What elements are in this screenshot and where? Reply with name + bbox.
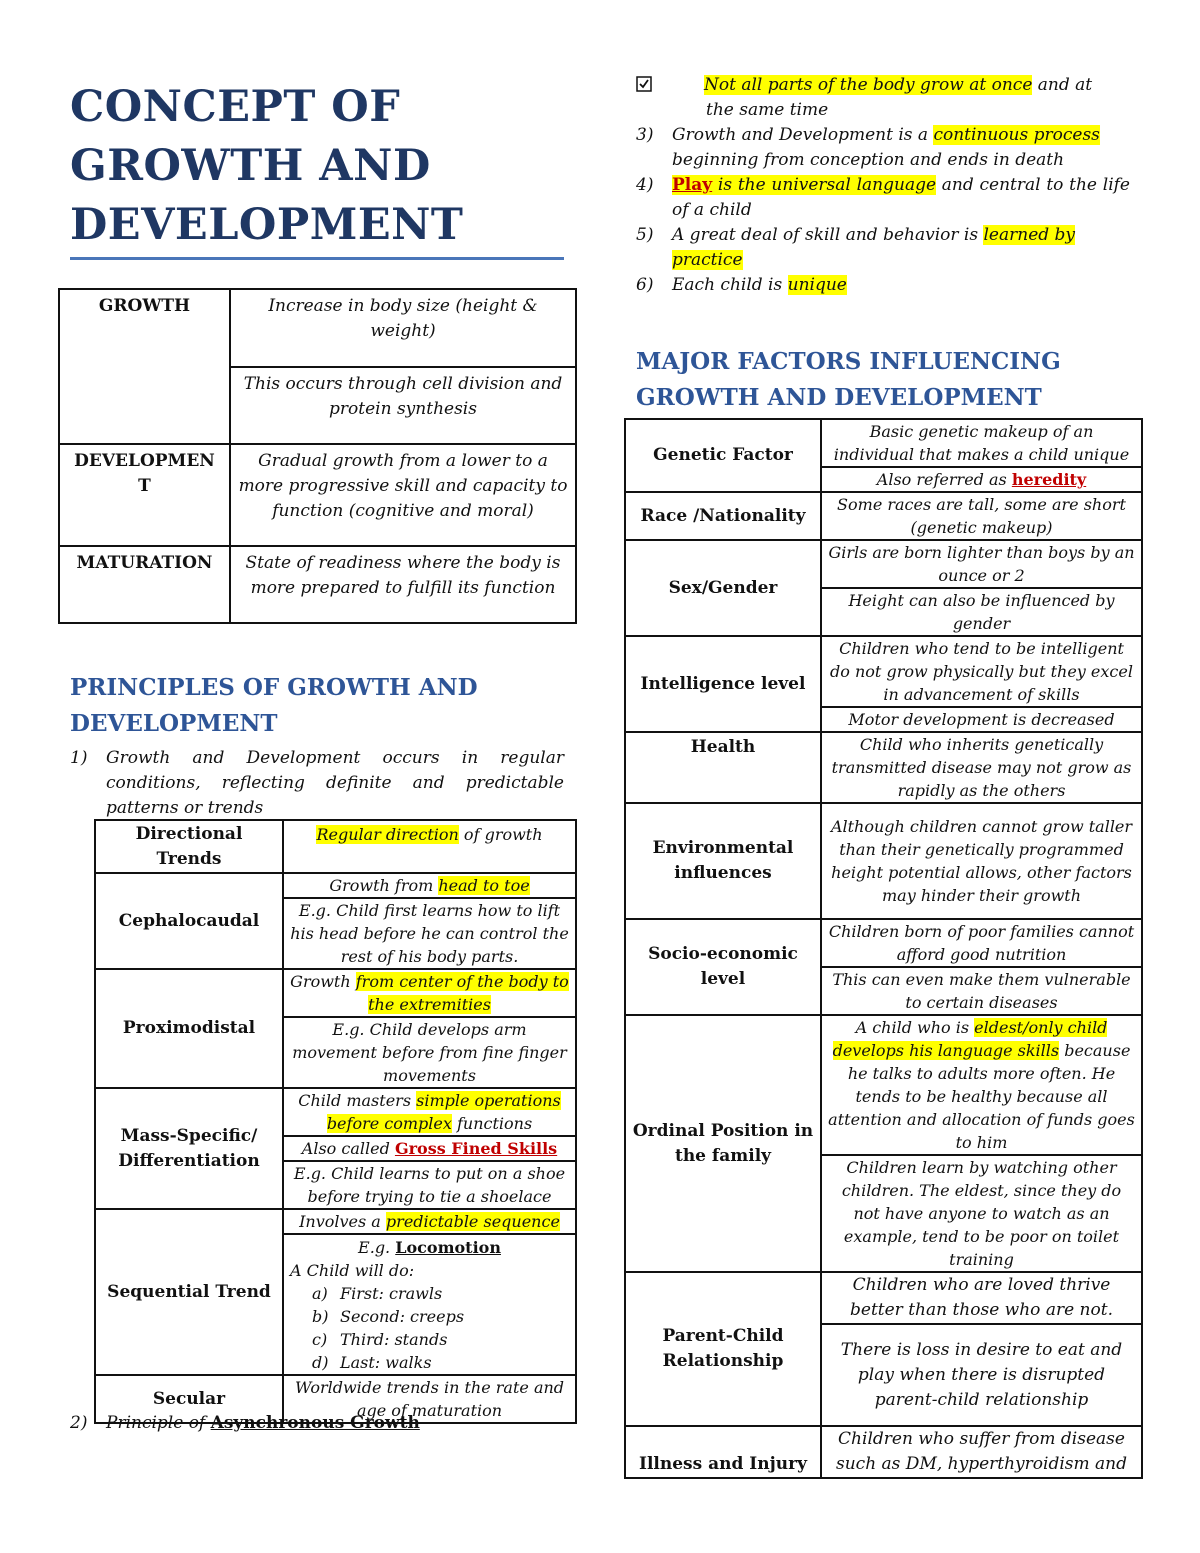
principle-5-highlight-1: learned by [983,225,1076,245]
race-label: Race /Nationality [625,492,821,540]
check-rest-1: and at [1032,75,1093,95]
health-label: Health [625,732,821,803]
title-divider [70,257,564,260]
factors-heading: MAJOR FACTORS INFLUENCING GROWTH AND DEVELOPMENT [636,348,1061,411]
socio-economic-def-2: This can even make them vulnerable to certain diseases [821,967,1142,1015]
sex-label: Sex/Gender [625,540,821,636]
seq-eg-pre: E.g. [358,1238,396,1257]
growth-definition-2: This occurs through cell division and protein synthesis [230,367,576,444]
intelligence-def-1: Children who tend to be intelligent do not grow physically but they excel in advancement of skills [821,636,1142,707]
title-line-2: GROWTH AND [70,141,431,191]
heredity-term: heredity [1011,470,1087,489]
proximodistal-label: Proximodistal [95,969,283,1088]
sequential-steps [290,1282,569,1374]
directional-trends-label: Directional Trends [95,820,283,873]
genetic-factor-label: Genetic Factor [625,419,821,492]
cephalocaudal-example: E.g. Child first learns how to lift his head before he can control the rest of his body parts. [283,898,576,969]
health-def: Child who inherits genetically transmitted disease may not grow as rapidly as the others [821,732,1142,803]
sequential-step-letter: a) [312,1284,328,1303]
principle-5-pre: A great deal of skill and behavior is [672,225,984,245]
principle-6-number: 6) [636,275,654,295]
mass-specific-def [283,1088,576,1136]
environmental-def: Although children cannot grow taller than their genetically programmed height potential allows, other factors may hinder their growth [821,803,1142,919]
directional-rest: of growth [458,825,543,844]
sequential-step-letter: c) [312,1330,328,1349]
development-label: DEVELOPMEN T [59,444,230,546]
principle-6-pre: Each child is [672,275,788,295]
directional-highlight: Regular direction [316,825,459,844]
growth-label: GROWTH [59,289,230,444]
principle-1-text: Growth and Development occurs in regular conditions, reflecting definite and predictable patterns or trends [106,748,564,818]
asynchronous-growth-term: Asynchronous Growth [210,1413,420,1433]
cephalo-pre: Growth from [329,876,439,895]
mass-post: functions [451,1114,533,1133]
environmental-label: Environmental influences [625,803,821,919]
genetic-factor-def: Basic genetic makeup of an individual that makes a child unique [821,419,1142,467]
development-definition: Gradual growth from a lower to a more progressive skill and capacity to function (cognitive and moral) [230,444,576,546]
principle-6-highlight: unique [787,275,847,295]
sequential-example [283,1234,576,1375]
mass-specific-alias [283,1136,576,1161]
principle-3-number: 3) [636,125,654,145]
check-item [636,73,1130,123]
sequential-step [312,1282,569,1305]
mass-specific-label: Mass-Specific/ Differentiation [95,1088,283,1209]
sequential-step-text: Last: walks [340,1353,432,1372]
sequential-step [312,1305,569,1328]
principle-3-highlight: continuous process [933,125,1100,145]
gross-fined-skills: Gross Fined Skills [394,1139,558,1158]
cephalocaudal-label: Cephalocaudal [95,873,283,969]
principle-5-highlight-2: practice [672,250,743,270]
principle-4-post: and central to the life of a child [672,175,1130,220]
parent-child-def-1: Children who are loved thrive better than those who are not. [821,1272,1142,1324]
socio-economic-def-1: Children born of poor families cannot afford good nutrition [821,919,1142,967]
cephalocaudal-def [283,873,576,898]
intelligence-label: Intelligence level [625,636,821,732]
directional-trends-text [283,820,576,873]
sex-def-2: Height can also be influenced by gender [821,588,1142,636]
principles-heading: PRINCIPLES OF GROWTH AND DEVELOPMENT [70,674,478,737]
principle-3-pre: Growth and Development is a [672,125,934,145]
principle-5-number: 5) [636,225,654,245]
proximodistal-example: E.g. Child develops arm movement before from fine finger movements [283,1017,576,1088]
play-term: Play [672,175,713,195]
principle-2-number: 2) [70,1413,88,1433]
principle-1-number: 1) [70,748,88,768]
socio-economic-label: Socio-economic level [625,919,821,1015]
sequential-step-letter: b) [312,1307,329,1326]
sequential-step-letter: d) [312,1353,329,1372]
locomotion-term: Locomotion [395,1238,501,1257]
principle-2 [70,1411,564,1436]
sequential-def [283,1209,576,1234]
title-line-3: DEVELOPMENT [70,200,464,250]
principle-4 [636,173,1130,223]
principles-continued [636,73,1130,298]
factors-table [624,418,1143,1479]
definitions-table [58,288,577,624]
principle-3 [636,123,1130,173]
mass-pre: Child masters [298,1091,417,1110]
proximodistal-def [283,969,576,1017]
secular-label: Secular [95,1375,283,1423]
mass-specific-example: E.g. Child learns to put on a shoe before trying to tie a shoelace [283,1161,576,1209]
proximo-pre: Growth [290,972,356,991]
principle-4-highlight: is the universal language [712,175,937,195]
ordinal-pre: A child who is [855,1018,975,1037]
principle-5 [636,223,1130,273]
principle-3-post: beginning from conception and ends in death [672,150,1065,170]
principle-4-number: 4) [636,175,654,195]
title-line-1: CONCEPT OF [70,82,401,132]
ordinal-position-def-2: Children learn by watching other children. The eldest, since they do not have anyone to watch as an example, tend to be poor on toilet training [821,1155,1142,1272]
proximo-highlight: from center of the body to the extremities [355,972,569,1014]
sequential-trend-label: Sequential Trend [95,1209,283,1375]
ordinal-position-label: Ordinal Position in the family [625,1015,821,1272]
sequential-eg [290,1236,569,1259]
principle-6 [636,273,1130,298]
genetic-alias-pre: Also referred as [876,470,1012,489]
mass-highlight: simple operations before complex [326,1091,561,1133]
check-rest-2: the same time [706,100,829,120]
race-def: Some races are tall, some are short (genetic makeup) [821,492,1142,540]
principle-2-prefix: Principle of [106,1413,211,1433]
seq-pre: Involves a [299,1212,386,1231]
sequential-step [312,1328,569,1351]
secular-def: Worldwide trends in the rate and age of maturation [283,1375,576,1423]
page-title [70,78,570,255]
ordinal-post: because he talks to adults more often. He tends to be healthy because all attention and allocation of funds goes to him [828,1041,1135,1152]
cephalo-highlight: head to toe [438,876,530,895]
ordinal-highlight: eldest/only child develops his language skills [832,1018,1108,1060]
seq-highlight: predictable sequence [385,1212,560,1231]
ordinal-position-def-1 [821,1015,1142,1155]
trends-table [94,819,577,1424]
intelligence-def-2: Motor development is decreased [821,707,1142,732]
sex-def-1: Girls are born lighter than boys by an ounce or 2 [821,540,1142,588]
illness-injury-def: Children who suffer from disease such as DM, hyperthyroidism and [821,1426,1142,1478]
parent-child-label: Parent-Child Relationship [625,1272,821,1426]
checkbox-icon [636,73,652,98]
sequential-step-text: Second: creeps [340,1307,465,1326]
check-highlight: Not all parts of the body grow at once [704,75,1033,95]
parent-child-def-2: There is loss in desire to eat and play when there is disrupted parent-child relationship [821,1324,1142,1426]
sequential-step-text: First: crawls [340,1284,443,1303]
sequential-intro: A Child will do: [290,1261,415,1280]
mass-alias-pre: Also called [301,1139,395,1158]
principle-1 [70,746,564,821]
growth-definition-1: Increase in body size (height & weight) [230,289,576,367]
sequential-step [312,1351,569,1374]
maturation-definition: State of readiness where the body is more prepared to fulfill its function [230,546,576,623]
illness-injury-label: Illness and Injury [625,1426,821,1478]
maturation-label: MATURATION [59,546,230,623]
sequential-step-text: Third: stands [340,1330,448,1349]
genetic-factor-alias [821,467,1142,492]
